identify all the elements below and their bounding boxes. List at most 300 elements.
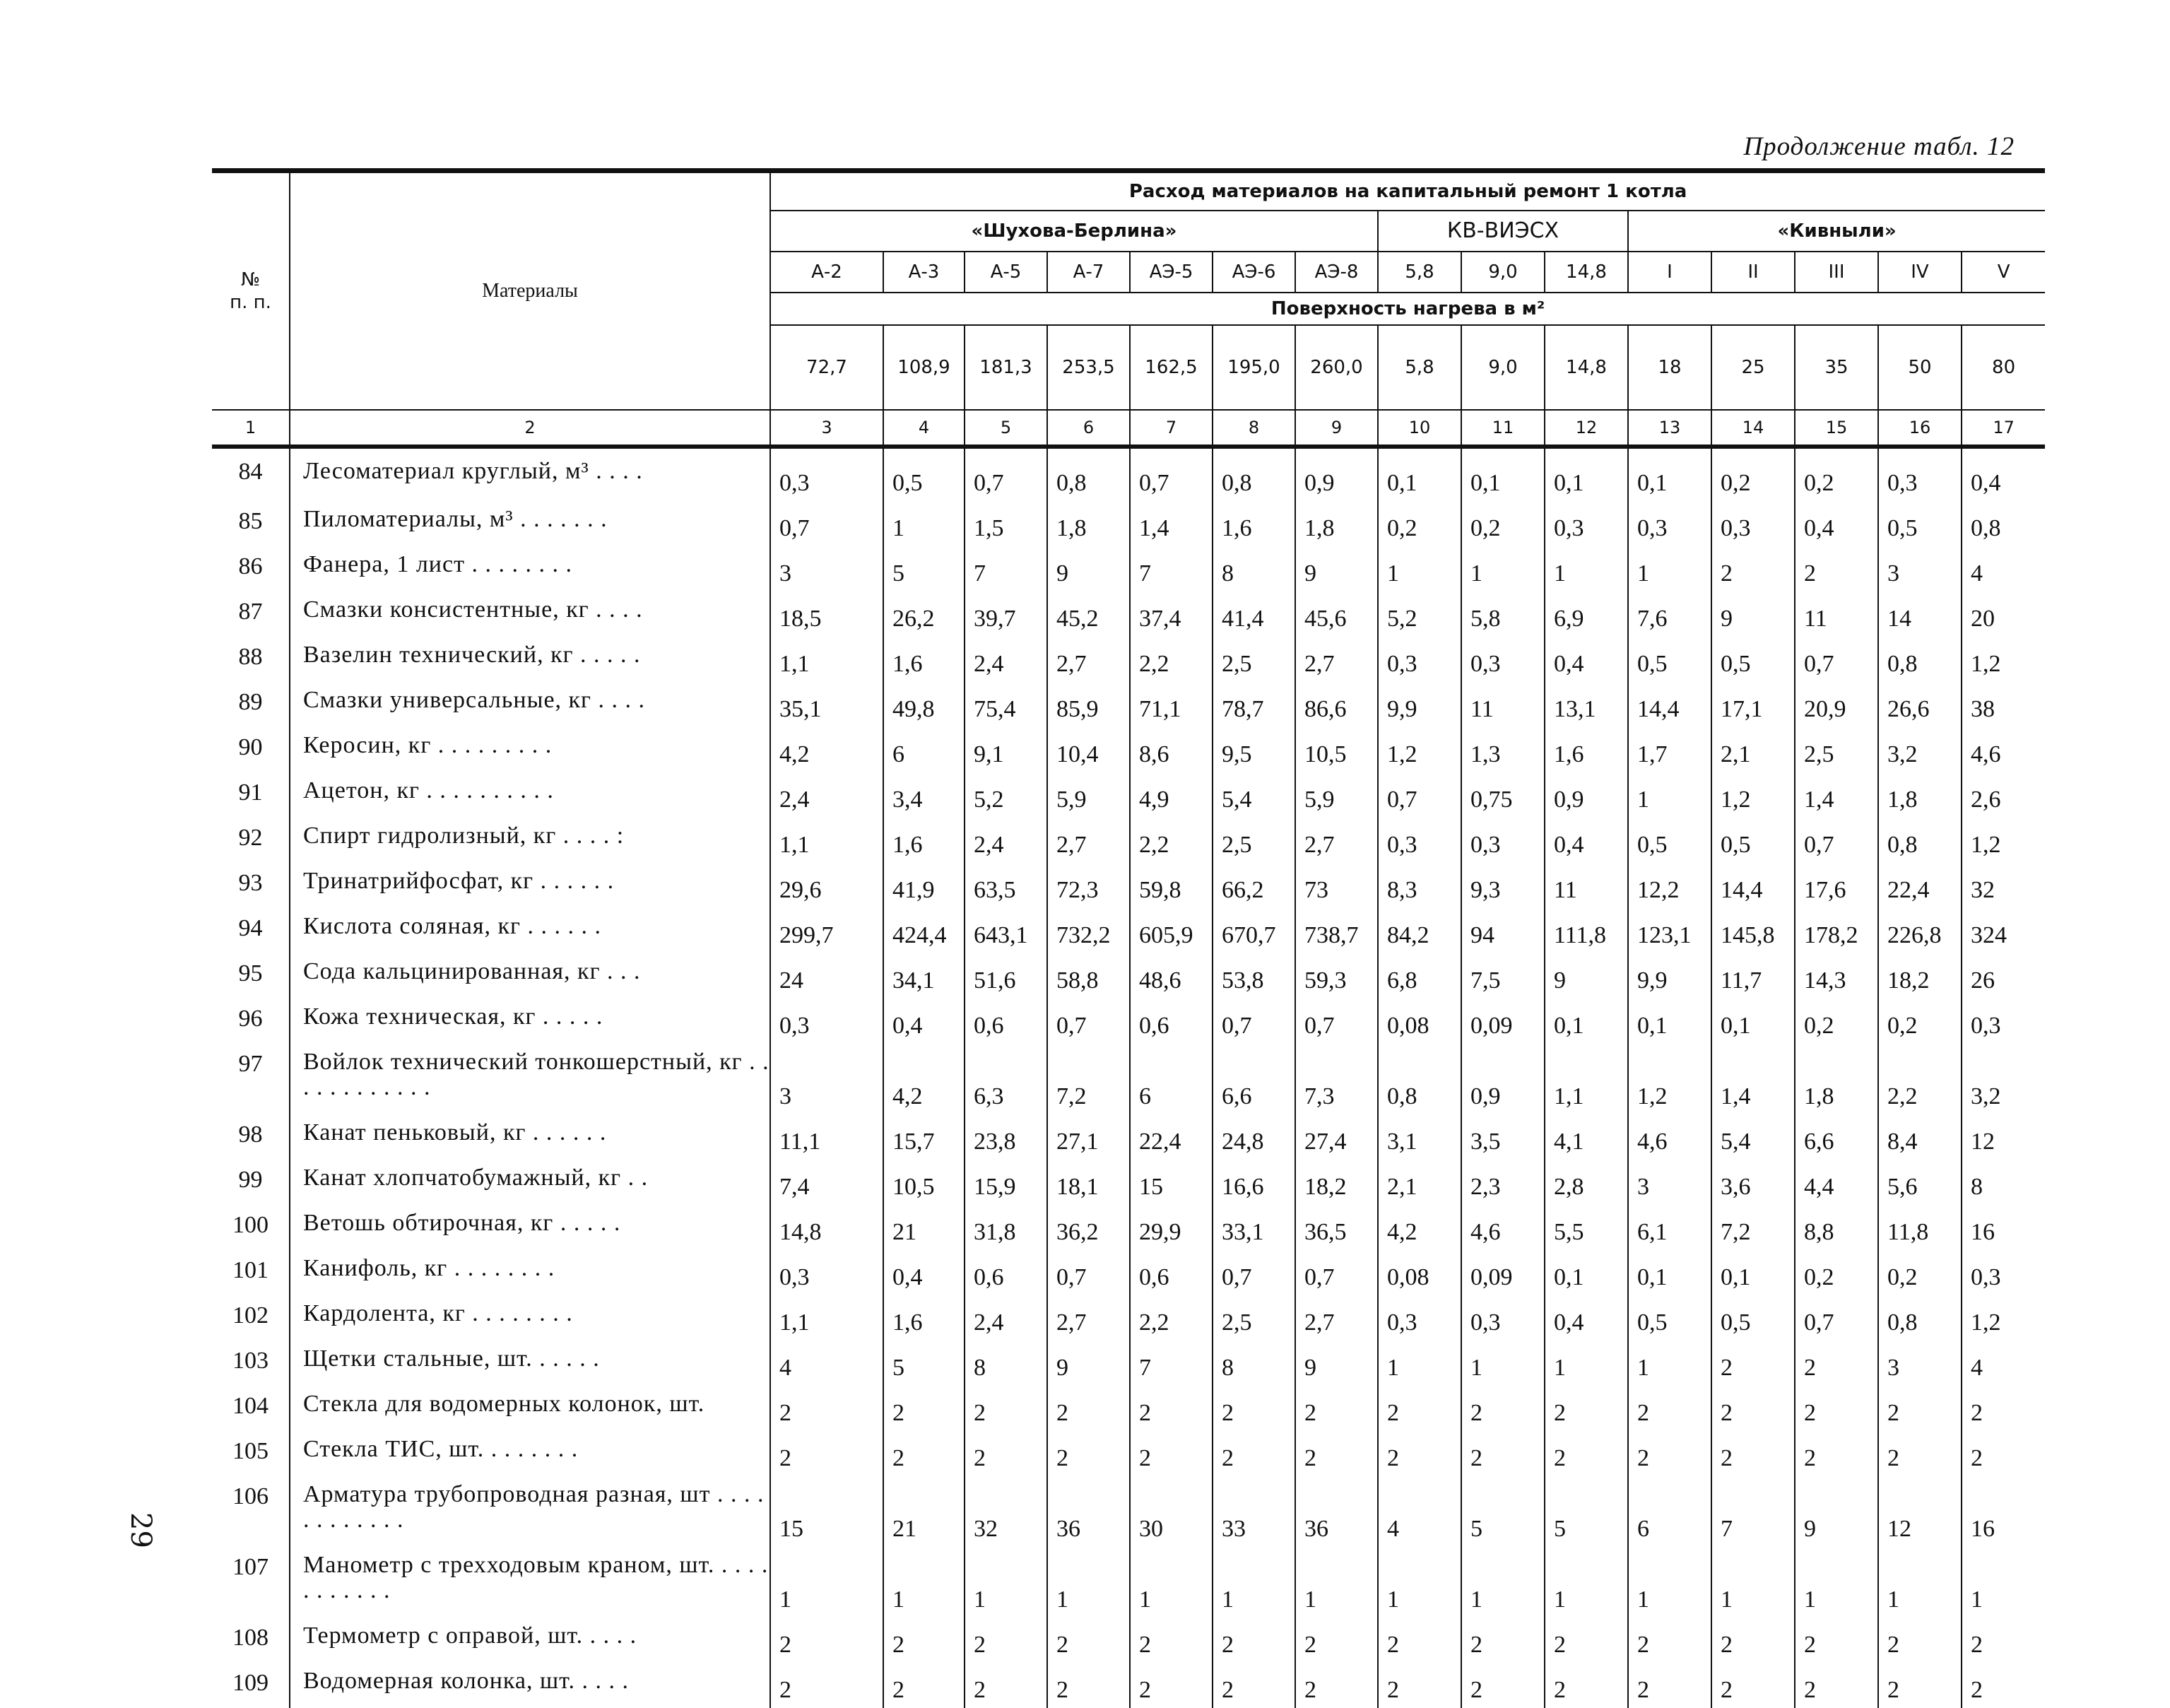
value-cell: 145,8 (1711, 908, 1795, 953)
column-number: 12 (1545, 410, 1628, 447)
value-cell: 31,8 (965, 1205, 1047, 1250)
value-cell: 7 (1711, 1476, 1795, 1547)
value-cell: 22,4 (1130, 1114, 1213, 1160)
value-cell: 7,2 (1047, 1044, 1130, 1114)
value-cell: 0,3 (1378, 637, 1461, 682)
surface-cell: 260,0 (1295, 325, 1378, 410)
value-cell: 2 (1795, 1663, 1878, 1708)
value-cell: 3,6 (1711, 1160, 1795, 1205)
value-cell: 1,2 (1628, 1044, 1711, 1114)
value-cell: 23,8 (965, 1114, 1047, 1160)
value-cell: 9,5 (1213, 727, 1295, 772)
model-cell: АЭ-6 (1213, 252, 1295, 293)
value-cell: 0,7 (1213, 999, 1295, 1044)
value-cell: 1 (1628, 1547, 1711, 1618)
value-cell: 2 (1213, 1431, 1295, 1476)
value-cell: 1 (1461, 1547, 1545, 1618)
table-row (212, 1205, 2045, 1250)
value-cell: 1 (1545, 1547, 1628, 1618)
value-cell: 1,6 (1213, 501, 1295, 546)
value-cell: 39,7 (965, 591, 1047, 637)
value-cell: 4,2 (883, 1044, 965, 1114)
value-cell: 1 (1461, 1341, 1545, 1386)
value-cell: 5 (1461, 1476, 1545, 1547)
value-cell: 3 (1878, 546, 1962, 591)
value-cell: 0,1 (1711, 999, 1795, 1044)
value-cell: 48,6 (1130, 953, 1213, 999)
value-cell: 36,2 (1047, 1205, 1130, 1250)
material-name: Кислота соляная, кг . . . . . . (290, 908, 770, 953)
value-cell: 1,4 (1130, 501, 1213, 546)
surface-cell: 253,5 (1047, 325, 1130, 410)
row-number: 87 (238, 598, 263, 625)
surface-cell: 195,0 (1213, 325, 1295, 410)
value-cell: 0,3 (1962, 1250, 2045, 1295)
surface-cell: 80 (1962, 325, 2045, 410)
value-cell: 0,1 (1545, 1250, 1628, 1295)
value-cell: 2 (1545, 1431, 1628, 1476)
value-cell: 4,2 (1378, 1205, 1461, 1250)
group-kv: КВ-ВИЭСХ (1378, 211, 1628, 252)
value-cell: 0,7 (1295, 1250, 1378, 1295)
value-cell: 22,4 (1878, 863, 1962, 908)
value-cell: 8 (1962, 1160, 2045, 1205)
value-cell: 16,6 (1213, 1160, 1295, 1205)
value-cell: 1,4 (1711, 1044, 1795, 1114)
model-cell: 14,8 (1545, 252, 1628, 293)
table-row (212, 1547, 2045, 1618)
value-cell: 2 (1378, 1663, 1461, 1708)
value-cell: 15,7 (883, 1114, 965, 1160)
value-cell: 0,08 (1378, 1250, 1461, 1295)
value-cell: 0,1 (1378, 447, 1461, 501)
value-cell: 0,3 (1461, 818, 1545, 863)
value-cell: 2,4 (965, 818, 1047, 863)
table-row (212, 591, 2045, 637)
value-cell: 37,4 (1130, 591, 1213, 637)
value-cell: 0,1 (1545, 999, 1628, 1044)
value-cell: 2 (1213, 1618, 1295, 1663)
row-number: 96 (238, 1005, 263, 1032)
model-cell: IV (1878, 252, 1962, 293)
value-cell: 2,8 (1545, 1160, 1628, 1205)
value-cell: 2 (1545, 1618, 1628, 1663)
value-cell: 0,6 (965, 999, 1047, 1044)
value-cell: 0,3 (770, 1250, 883, 1295)
value-cell: 1,4 (1795, 772, 1878, 818)
value-cell: 26,6 (1878, 682, 1962, 727)
value-cell: 2 (1295, 1618, 1378, 1663)
value-cell: 1,6 (883, 1295, 965, 1341)
surface-cell: 18 (1628, 325, 1711, 410)
value-cell: 3,2 (1878, 727, 1962, 772)
value-cell: 3,5 (1461, 1114, 1545, 1160)
value-cell: 2 (1378, 1431, 1461, 1476)
value-cell: 11 (1461, 682, 1545, 727)
value-cell: 2 (1795, 1341, 1878, 1386)
value-cell: 2 (1795, 546, 1878, 591)
value-cell: 94 (1461, 908, 1545, 953)
value-cell: 10,4 (1047, 727, 1130, 772)
value-cell: 8 (1213, 1341, 1295, 1386)
value-cell: 6 (1628, 1476, 1711, 1547)
value-cell: 1 (1628, 772, 1711, 818)
material-name: Водомерная колонка, шт. . . . . (290, 1663, 770, 1708)
row-number: 84 (238, 458, 263, 485)
value-cell: 2 (1878, 1618, 1962, 1663)
value-cell: 0,2 (1378, 501, 1461, 546)
column-number: 15 (1795, 410, 1878, 447)
value-cell: 2 (1795, 1431, 1878, 1476)
table-row (212, 1114, 2045, 1160)
value-cell: 2 (1878, 1431, 1962, 1476)
value-cell: 1,6 (883, 818, 965, 863)
value-cell: 2 (1461, 1618, 1545, 1663)
value-cell: 0,08 (1378, 999, 1461, 1044)
value-cell: 2 (1295, 1431, 1378, 1476)
value-cell: 3 (770, 1044, 883, 1114)
material-name: Щетки стальные, шт. . . . . . (290, 1341, 770, 1386)
value-cell: 1 (1130, 1547, 1213, 1618)
value-cell: 4 (1962, 1341, 2045, 1386)
num-header: № п. п. (212, 171, 290, 410)
row-number: 97 (238, 1050, 263, 1077)
column-number: 1 (212, 410, 290, 447)
value-cell: 6,9 (1545, 591, 1628, 637)
value-cell: 1 (1378, 1341, 1461, 1386)
column-number: 14 (1711, 410, 1795, 447)
column-number: 3 (770, 410, 883, 447)
value-cell: 4,6 (1461, 1205, 1545, 1250)
value-cell: 1,3 (1461, 727, 1545, 772)
value-cell: 2 (1545, 1386, 1628, 1431)
value-cell: 2 (1628, 1386, 1711, 1431)
value-cell: 59,8 (1130, 863, 1213, 908)
value-cell: 2 (770, 1663, 883, 1708)
value-cell: 9 (1295, 1341, 1378, 1386)
materials-header: Материалы (290, 171, 770, 410)
value-cell: 0,2 (1878, 999, 1962, 1044)
value-cell: 324 (1962, 908, 2045, 953)
value-cell: 7,2 (1711, 1205, 1795, 1250)
value-cell: 4 (770, 1341, 883, 1386)
surface-cell: 35 (1795, 325, 1878, 410)
value-cell: 1,2 (1962, 637, 2045, 682)
value-cell: 33 (1213, 1476, 1295, 1547)
table-row (212, 682, 2045, 727)
value-cell: 0,5 (883, 447, 965, 501)
value-cell: 7 (1130, 1341, 1213, 1386)
value-cell: 6 (883, 727, 965, 772)
value-cell: 0,5 (1711, 818, 1795, 863)
value-cell: 2 (770, 1431, 883, 1476)
material-name: Смазки консистентные, кг . . . . (290, 591, 770, 637)
value-cell: 0,7 (1378, 772, 1461, 818)
expense-header: Расход материалов на капитальный ремонт 1 котла (770, 171, 2045, 211)
value-cell: 299,7 (770, 908, 883, 953)
value-cell: 0,5 (1711, 1295, 1795, 1341)
value-cell: 0,5 (1628, 1295, 1711, 1341)
surface-cell: 72,7 (770, 325, 883, 410)
value-cell: 0,3 (1378, 1295, 1461, 1341)
value-cell: 2,5 (1213, 1295, 1295, 1341)
value-cell: 27,1 (1047, 1114, 1130, 1160)
value-cell: 2,7 (1047, 637, 1130, 682)
value-cell: 20 (1962, 591, 2045, 637)
value-cell: 66,2 (1213, 863, 1295, 908)
table-row (212, 1431, 2045, 1476)
value-cell: 7,4 (770, 1160, 883, 1205)
value-cell: 5,6 (1878, 1160, 1962, 1205)
material-name: Стекла для водомерных колонок, шт. (290, 1386, 770, 1431)
value-cell: 2,7 (1047, 1295, 1130, 1341)
value-cell: 10,5 (1295, 727, 1378, 772)
surface-header: Поверхность нагрева в м² (770, 293, 2045, 325)
row-number: 101 (232, 1256, 269, 1283)
value-cell: 0,3 (770, 999, 883, 1044)
value-cell: 75,4 (965, 682, 1047, 727)
value-cell: 2,4 (770, 772, 883, 818)
value-cell: 2 (1213, 1386, 1295, 1431)
value-cell: 1 (1711, 1547, 1795, 1618)
surface-cell: 162,5 (1130, 325, 1213, 410)
value-cell: 45,2 (1047, 591, 1130, 637)
value-cell: 2 (1711, 1431, 1795, 1476)
table-body (212, 447, 2045, 1708)
value-cell: 5,8 (1461, 591, 1545, 637)
value-cell: 1,7 (1628, 727, 1711, 772)
value-cell: 1 (1545, 546, 1628, 591)
value-cell: 0,8 (1878, 818, 1962, 863)
value-cell: 41,9 (883, 863, 965, 908)
model-cell: АЭ-5 (1130, 252, 1213, 293)
row-number: 91 (238, 779, 263, 806)
surface-cell: 9,0 (1461, 325, 1545, 410)
column-number: 7 (1130, 410, 1213, 447)
value-cell: 13,1 (1545, 682, 1628, 727)
value-cell: 123,1 (1628, 908, 1711, 953)
value-cell: 11,7 (1711, 953, 1795, 999)
value-cell: 12 (1962, 1114, 2045, 1160)
value-cell: 78,7 (1213, 682, 1295, 727)
value-cell: 15 (1130, 1160, 1213, 1205)
table-header (212, 171, 2045, 447)
material-name: Канифоль, кг . . . . . . . . (290, 1250, 770, 1295)
value-cell: 0,8 (1878, 1295, 1962, 1341)
value-cell: 21 (883, 1205, 965, 1250)
value-cell: 24 (770, 953, 883, 999)
value-cell: 732,2 (1047, 908, 1130, 953)
value-cell: 4 (1962, 546, 2045, 591)
value-cell: 2 (1962, 1663, 2045, 1708)
value-cell: 9 (1711, 591, 1795, 637)
value-cell: 0,1 (1628, 999, 1711, 1044)
value-cell: 0,1 (1711, 1250, 1795, 1295)
value-cell: 2 (1545, 1663, 1628, 1708)
value-cell: 424,4 (883, 908, 965, 953)
value-cell: 3,1 (1378, 1114, 1461, 1160)
value-cell: 4,4 (1795, 1160, 1878, 1205)
value-cell: 0,9 (1545, 772, 1628, 818)
material-name: Керосин, кг . . . . . . . . . (290, 727, 770, 772)
row-number: 86 (238, 553, 263, 579)
value-cell: 85,9 (1047, 682, 1130, 727)
value-cell: 33,1 (1213, 1205, 1295, 1250)
value-cell: 1 (1628, 546, 1711, 591)
value-cell: 4,1 (1545, 1114, 1628, 1160)
value-cell: 2 (770, 1386, 883, 1431)
value-cell: 6,1 (1628, 1205, 1711, 1250)
value-cell: 35,1 (770, 682, 883, 727)
value-cell: 2 (1461, 1386, 1545, 1431)
value-cell: 0,8 (1962, 501, 2045, 546)
value-cell: 2 (1378, 1618, 1461, 1663)
value-cell: 605,9 (1130, 908, 1213, 953)
row-number: 89 (238, 688, 263, 715)
value-cell: 14,3 (1795, 953, 1878, 999)
value-cell: 3 (1628, 1160, 1711, 1205)
value-cell: 1,8 (1047, 501, 1130, 546)
value-cell: 111,8 (1545, 908, 1628, 953)
value-cell: 0,3 (1878, 447, 1962, 501)
table-row (212, 999, 2045, 1044)
value-cell: 2 (1628, 1618, 1711, 1663)
value-cell: 0,7 (1047, 1250, 1130, 1295)
value-cell: 0,7 (1213, 1250, 1295, 1295)
value-cell: 2 (1878, 1386, 1962, 1431)
column-number: 4 (883, 410, 965, 447)
value-cell: 14 (1878, 591, 1962, 637)
value-cell: 1,8 (1878, 772, 1962, 818)
value-cell: 9 (1295, 546, 1378, 591)
value-cell: 1,6 (883, 637, 965, 682)
value-cell: 2 (1047, 1618, 1130, 1663)
model-cell: II (1711, 252, 1795, 293)
value-cell: 63,5 (965, 863, 1047, 908)
value-cell: 0,3 (770, 447, 883, 501)
row-number: 85 (238, 507, 263, 534)
value-cell: 4,9 (1130, 772, 1213, 818)
value-cell: 9 (1047, 546, 1130, 591)
model-cell: А-3 (883, 252, 965, 293)
value-cell: 0,4 (1962, 447, 2045, 501)
value-cell: 9 (1795, 1476, 1878, 1547)
value-cell: 3,2 (1962, 1044, 2045, 1114)
table-row (212, 1295, 2045, 1341)
column-number: 2 (290, 410, 770, 447)
value-cell: 2 (770, 1618, 883, 1663)
value-cell: 10,5 (883, 1160, 965, 1205)
value-cell: 7,6 (1628, 591, 1711, 637)
material-name: Манометр с трехходовым краном, шт. . . . . . . . . . . . (290, 1547, 770, 1618)
table-row (212, 637, 2045, 682)
model-cell: I (1628, 252, 1711, 293)
value-cell: 0,7 (1295, 999, 1378, 1044)
value-cell: 4,2 (770, 727, 883, 772)
value-cell: 0,1 (1628, 1250, 1711, 1295)
row-number: 95 (238, 960, 263, 986)
value-cell: 17,6 (1795, 863, 1878, 908)
table-row (212, 953, 2045, 999)
value-cell: 1,2 (1962, 1295, 2045, 1341)
material-name: Сода кальцинированная, кг . . . (290, 953, 770, 999)
value-cell: 0,2 (1795, 1250, 1878, 1295)
value-cell: 3,4 (883, 772, 965, 818)
value-cell: 2 (1461, 1431, 1545, 1476)
value-cell: 8 (1213, 546, 1295, 591)
value-cell: 2 (1711, 546, 1795, 591)
value-cell: 7,3 (1295, 1044, 1378, 1114)
value-cell: 2,2 (1130, 1295, 1213, 1341)
value-cell: 1 (1878, 1547, 1962, 1618)
value-cell: 643,1 (965, 908, 1047, 953)
table-row (212, 727, 2045, 772)
value-cell: 2,1 (1378, 1160, 1461, 1205)
value-cell: 84,2 (1378, 908, 1461, 953)
surface-cell: 14,8 (1545, 325, 1628, 410)
table-row (212, 1341, 2045, 1386)
value-cell: 226,8 (1878, 908, 1962, 953)
column-number: 13 (1628, 410, 1711, 447)
value-cell: 0,7 (1130, 447, 1213, 501)
value-cell: 1 (1461, 546, 1545, 591)
value-cell: 0,09 (1461, 1250, 1545, 1295)
value-cell: 2 (1130, 1618, 1213, 1663)
table-row (212, 818, 2045, 863)
value-cell: 2,5 (1213, 637, 1295, 682)
value-cell: 9,3 (1461, 863, 1545, 908)
material-name: Вазелин технический, кг . . . . . (290, 637, 770, 682)
value-cell: 2,2 (1130, 818, 1213, 863)
value-cell: 2 (883, 1663, 965, 1708)
value-cell: 2 (1628, 1431, 1711, 1476)
value-cell: 59,3 (1295, 953, 1378, 999)
value-cell: 9,9 (1378, 682, 1461, 727)
value-cell: 2,7 (1295, 1295, 1378, 1341)
surface-cell: 50 (1878, 325, 1962, 410)
material-name: Ветошь обтирочная, кг . . . . . (290, 1205, 770, 1250)
value-cell: 2,7 (1295, 637, 1378, 682)
value-cell: 2 (1795, 1386, 1878, 1431)
value-cell: 2,3 (1461, 1160, 1545, 1205)
value-cell: 1 (1295, 1547, 1378, 1618)
value-cell: 0,8 (1047, 447, 1130, 501)
value-cell: 2,5 (1213, 818, 1295, 863)
row-number: 98 (238, 1121, 263, 1148)
value-cell: 7 (1130, 546, 1213, 591)
value-cell: 0,2 (1461, 501, 1545, 546)
surface-cell: 181,3 (965, 325, 1047, 410)
value-cell: 9 (1545, 953, 1628, 999)
value-cell: 2 (1047, 1663, 1130, 1708)
value-cell: 0,8 (1878, 637, 1962, 682)
value-cell: 5,2 (1378, 591, 1461, 637)
model-cell: А-2 (770, 252, 883, 293)
value-cell: 2 (1047, 1431, 1130, 1476)
value-cell: 2 (1711, 1663, 1795, 1708)
value-cell: 0,1 (1628, 447, 1711, 501)
value-cell: 0,6 (1130, 999, 1213, 1044)
value-cell: 2 (1461, 1663, 1545, 1708)
value-cell: 0,7 (1795, 1295, 1878, 1341)
value-cell: 3 (1878, 1341, 1962, 1386)
model-cell: А-7 (1047, 252, 1130, 293)
value-cell: 0,1 (1545, 447, 1628, 501)
value-cell: 0,2 (1711, 447, 1795, 501)
value-cell: 0,2 (1795, 447, 1878, 501)
value-cell: 2,1 (1711, 727, 1795, 772)
value-cell: 5,2 (965, 772, 1047, 818)
